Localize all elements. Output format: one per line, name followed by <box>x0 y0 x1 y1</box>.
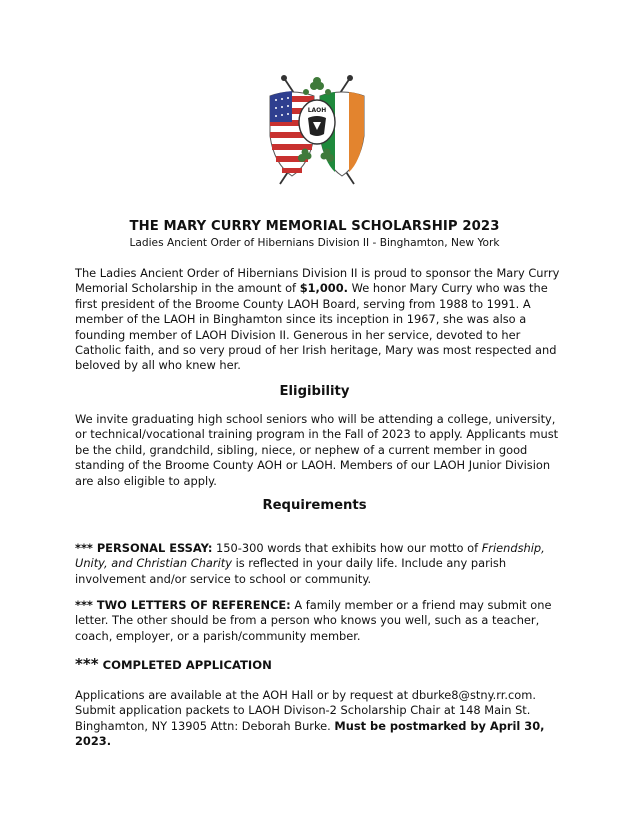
application-stars: *** <box>75 655 99 673</box>
reference-text: A family member or a friend may submit one letter. The other should be from a person who knows you well, such as a teacher, coach, employer, or a parish/community member. <box>75 598 552 643</box>
eligibility-paragraph: We invite graduating high school seniors who will be attending a college, university, or technical/vocational training program in the Fall of 2023 to apply. Applicants must be the child, grandchild, sibling, niece, or nephew of a current member in good standing of the Broome County AOH or LAOH. Members of our LAOH Junior Division are also eligible to apply. <box>75 412 559 488</box>
application-text: Applications are available at the AOH Hall or by request at dburke8@stny.rr.com. Submit application packets to LAOH Divison-2 Scholarship Chair at 148 Main St. Binghamton, NY 13905 Attn: Deborah Burke. <box>75 688 536 733</box>
essay-text-start: 150-300 words that exhibits how our motto of <box>212 541 482 555</box>
personal-essay-requirement <box>75 541 565 587</box>
application-paragraph <box>75 688 565 750</box>
essay-label: *** PERSONAL ESSAY: <box>75 541 213 555</box>
svg-text:LAOH: LAOH <box>307 107 327 114</box>
postmark-deadline: Must be postmarked by April 30, 2023. <box>75 718 545 749</box>
intro-text-start: The Ladies Ancient Order of Hibernians Division II is proud to sponsor the Mary Curry Memorial Scholarship in the amount of <box>75 266 560 296</box>
requirements-heading: Requirements <box>262 498 367 513</box>
intro-text-end: We honor Mary Curry who was the first president of the Broome County LAOH Board, serving from 1988 to 1991. A member of the LAOH in Binghamton since its inception in 1967, she was also a founding member of LAOH Division II. Generous in her service, devoted to her Catholic faith, and so very proud of her Irish heritage, Mary was most respected and beloved by all who knew her. <box>75 281 557 373</box>
eligibility-heading: Eligibility <box>279 384 350 399</box>
document-subtitle: Ladies Ancient Order of Hibernians Division II - Binghamton, New York <box>129 237 500 249</box>
scholarship-amount: $1,000. <box>299 281 348 296</box>
motto-text: Friendship, Unity, and Christian Charity <box>75 541 545 571</box>
essay-text-end: is reflected in your daily life. Include any parish involvement and/or service to school or community. <box>75 556 507 586</box>
reference-label: *** TWO LETTERS OF REFERENCE: <box>75 598 291 612</box>
document-title: THE MARY CURRY MEMORIAL SCHOLARSHIP 2023 <box>129 219 500 234</box>
reference-letters-requirement <box>75 598 565 644</box>
central-emblem <box>299 100 335 144</box>
intro-paragraph <box>75 266 565 374</box>
application-label: COMPLETED APPLICATION <box>98 658 272 672</box>
completed-application-requirement <box>75 657 565 673</box>
laoh-crest-logo <box>262 72 372 188</box>
